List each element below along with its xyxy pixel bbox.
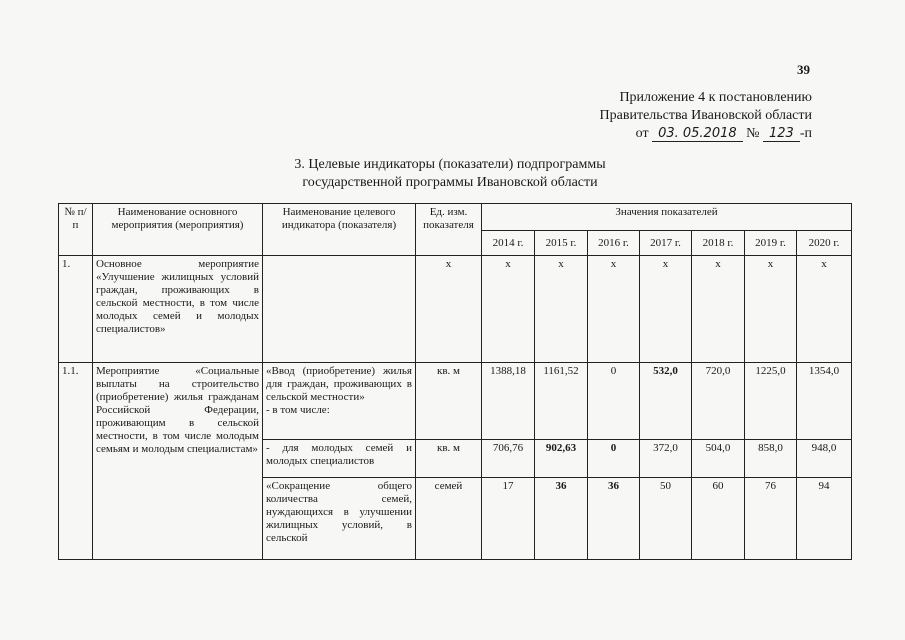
row-value: 902,63	[535, 440, 588, 478]
row-indicator: - для молодых семей и молодых специалистов	[263, 440, 416, 478]
row-value: х	[535, 256, 588, 363]
header-indicator: Наименование целевого индикатора (показателя)	[263, 204, 416, 256]
decree-number: 123	[763, 126, 800, 142]
row-value: 504,0	[692, 440, 745, 478]
appendix-header	[600, 89, 812, 143]
row-value: 1225,0	[745, 363, 797, 440]
header-year: 2017 г.	[640, 231, 692, 256]
header-year: 2016 г.	[588, 231, 640, 256]
row-unit: кв. м	[416, 440, 482, 478]
header-num: № п/п	[59, 204, 93, 256]
table-row	[59, 363, 852, 440]
indicator-subtext: - в том числе:	[266, 404, 330, 416]
page-number: 39	[797, 62, 810, 77]
appendix-line-2: Правительства Ивановской области	[599, 108, 812, 123]
row-indicator: «Сокращение общего количества семей, нуждающихся в улучшении жилищных условий, в сельской	[263, 478, 416, 560]
decree-date: 03. 05.2018	[652, 126, 743, 142]
indicator-text: «Ввод (приобретение) жилья для граждан, проживающих в сельской местности»	[266, 365, 412, 403]
row-value: 0	[588, 440, 640, 478]
row-event: Основное мероприятие «Улучшение жилищных условий граждан, проживающих в сельской местности, в том числе молодых семей и молодых специалистов»	[93, 256, 263, 363]
table-row	[59, 256, 852, 363]
title-line-1: 3. Целевые индикаторы (показатели) подпрограммы	[294, 157, 606, 172]
row-unit: семей	[416, 478, 482, 560]
section-title	[240, 156, 660, 192]
indicators-table	[58, 203, 852, 560]
row-value: 858,0	[745, 440, 797, 478]
row-value: 76	[745, 478, 797, 560]
row-unit: х	[416, 256, 482, 363]
row-value: х	[745, 256, 797, 363]
row-value: х	[692, 256, 745, 363]
row-value: х	[797, 256, 852, 363]
header-year: 2020 г.	[797, 231, 852, 256]
row-indicator	[263, 363, 416, 440]
row-value: 720,0	[692, 363, 745, 440]
row-value: 1388,18	[482, 363, 535, 440]
row-value: 1354,0	[797, 363, 852, 440]
header-year: 2015 г.	[535, 231, 588, 256]
title-line-2: государственной программы Ивановской области	[302, 175, 598, 190]
row-value: 36	[535, 478, 588, 560]
header-values: Значения показателей	[482, 204, 852, 231]
appendix-line-3	[600, 125, 812, 143]
row-value: 36	[588, 478, 640, 560]
appendix-line-1: Приложение 4 к постановлению	[619, 90, 812, 105]
row-value: х	[588, 256, 640, 363]
from-label: от	[635, 126, 649, 141]
row-value: 372,0	[640, 440, 692, 478]
row-value: 17	[482, 478, 535, 560]
number-label: №	[746, 126, 760, 141]
header-year: 2014 г.	[482, 231, 535, 256]
row-value: х	[482, 256, 535, 363]
row-value: 706,76	[482, 440, 535, 478]
row-value: 60	[692, 478, 745, 560]
header-year: 2018 г.	[692, 231, 745, 256]
row-num: 1.	[59, 256, 93, 363]
header-event: Наименование основного мероприятия (мероприятия)	[93, 204, 263, 256]
row-event: Мероприятие «Социальные выплаты на строительство (приобретение) жилья гражданам Российской Федерации, проживающим в сельской местности, в том числе молодым семьям и молодым специалистам»	[93, 363, 263, 560]
row-value: 50	[640, 478, 692, 560]
row-value: 1161,52	[535, 363, 588, 440]
row-indicator	[263, 256, 416, 363]
header-year: 2019 г.	[745, 231, 797, 256]
row-value: х	[640, 256, 692, 363]
header-unit: Ед. изм. показателя	[416, 204, 482, 256]
row-unit: кв. м	[416, 363, 482, 440]
row-num: 1.1.	[59, 363, 93, 560]
number-suffix: -п	[799, 126, 812, 141]
row-value: 532,0	[640, 363, 692, 440]
row-value: 0	[588, 363, 640, 440]
row-value: 94	[797, 478, 852, 560]
row-value: 948,0	[797, 440, 852, 478]
